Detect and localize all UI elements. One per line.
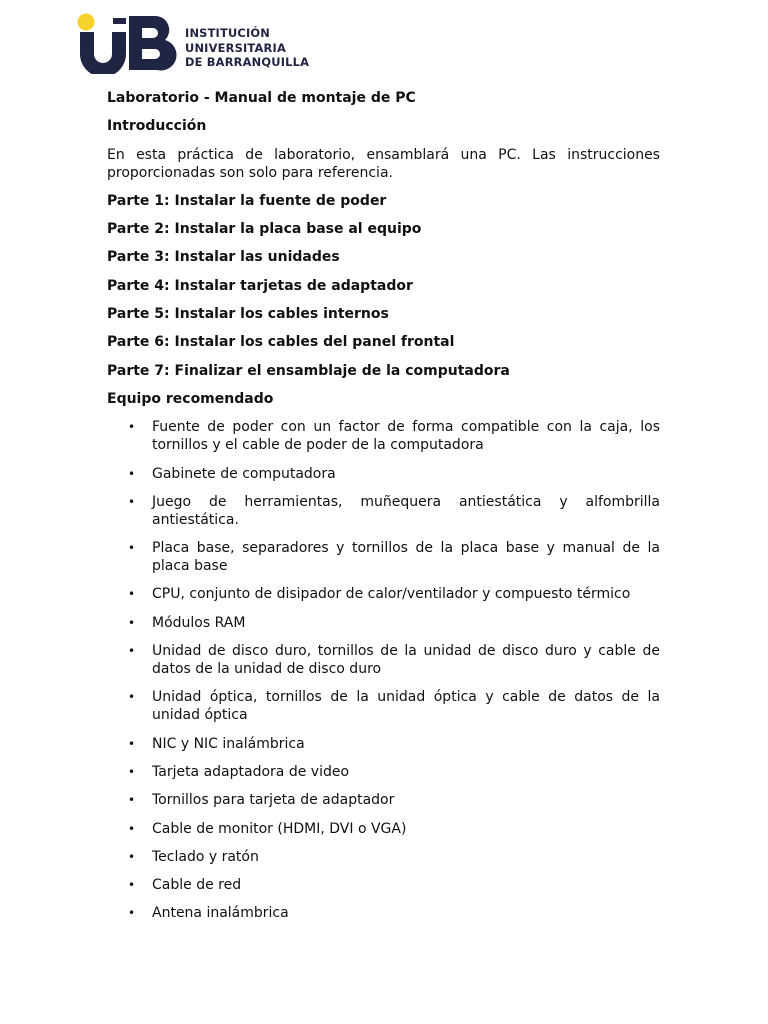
bullet-icon: • [128,644,136,659]
part-1-heading: Parte 1: Instalar la fuente de poder [107,192,387,209]
list-item-text: Cable de red [152,877,242,894]
bullet-icon: • [128,736,136,751]
list-item-text: Antena inalámbrica [152,905,289,922]
logo-yellow-dot [78,14,95,31]
part-3-heading: Parte 3: Instalar las unidades [107,249,340,266]
list-item [107,493,660,529]
list-item-text: Placa base, separadores y tornillos de la placa base y manual de la placa base [152,540,660,575]
logo-wordmark [185,26,309,70]
list-item [107,763,660,781]
institution-logo [77,12,317,74]
bullet-icon: • [128,849,136,864]
logo-dash [113,18,126,24]
logo-line-2: UNIVERSITARIA [185,40,286,55]
intro-paragraph: En esta práctica de laboratorio, ensamblará una PC. Las instrucciones proporcionadas son solo para referencia. [107,146,660,181]
part-4-heading: Parte 4: Instalar tarjetas de adaptador [107,277,413,294]
list-item [107,735,660,753]
bullet-icon: • [128,878,136,893]
equipment-heading: Equipo recomendado [107,390,274,407]
list-item [107,614,660,632]
part-5-heading: Parte 5: Instalar los cables internos [107,306,389,323]
list-item-text: Tarjeta adaptadora de video [152,763,350,780]
bullet-icon: • [128,420,136,435]
bullet-icon: • [128,690,136,705]
bullet-icon: • [128,494,136,509]
bullet-icon: • [128,793,136,808]
document-title: Laboratorio - Manual de montaje de PC [107,90,416,106]
part-2-heading: Parte 2: Instalar la placa base al equipo [107,221,422,238]
part-6-heading: Parte 6: Instalar los cables del panel frontal [107,334,455,351]
bullet-icon: • [128,615,136,630]
list-item-text: Unidad óptica, tornillos de la unidad óptica y cable de datos de la unidad óptica [152,689,660,724]
bullet-icon: • [128,764,136,779]
list-item-text: Teclado y ratón [152,848,259,865]
logo-b-shape [129,16,177,71]
list-item [107,465,660,483]
logo-u-shape [80,32,126,74]
bullet-icon: • [128,821,136,836]
intro-heading: Introducción [107,118,207,135]
list-item-text: Tornillos para tarjeta de adaptador [152,792,395,809]
bullet-icon: • [128,587,136,602]
list-item [107,585,660,603]
document-body [107,89,660,933]
logo-line-3: DE BARRANQUILLA [185,55,310,69]
list-item [107,791,660,809]
list-item-text: CPU, conjunto de disipador de calor/ventilador y compuesto térmico [152,586,631,603]
list-item [107,848,660,866]
logo-line-1: INSTITUCIÓN [185,26,271,40]
list-item [107,642,660,678]
bullet-icon: • [128,541,136,556]
list-item-text: Cable de monitor (HDMI, DVI o VGA) [152,820,407,837]
list-item-text: NIC y NIC inalámbrica [152,735,305,752]
equipment-list [107,418,660,922]
list-item [107,418,660,454]
part-7-heading: Parte 7: Finalizar el ensamblaje de la computadora [107,362,510,379]
list-item [107,820,660,838]
bullet-icon: • [128,466,136,481]
list-item [107,876,660,894]
bullet-icon: • [128,906,136,921]
list-item-text: Gabinete de computadora [152,465,336,482]
ub-logo-mark [77,12,177,74]
list-item [107,688,660,724]
list-item [107,539,660,575]
list-item-text: Módulos RAM [152,614,246,631]
list-item-text: Juego de herramientas, muñequera antiestática y alfombrilla antiestática. [152,493,660,528]
list-item-text: Unidad de disco duro, tornillos de la unidad de disco duro y cable de datos de la unidad de disco duro [152,643,660,678]
list-item-text: Fuente de poder con un factor de forma compatible con la caja, los tornillos y el cable de poder de la computadora [152,419,660,454]
list-item [107,904,660,922]
